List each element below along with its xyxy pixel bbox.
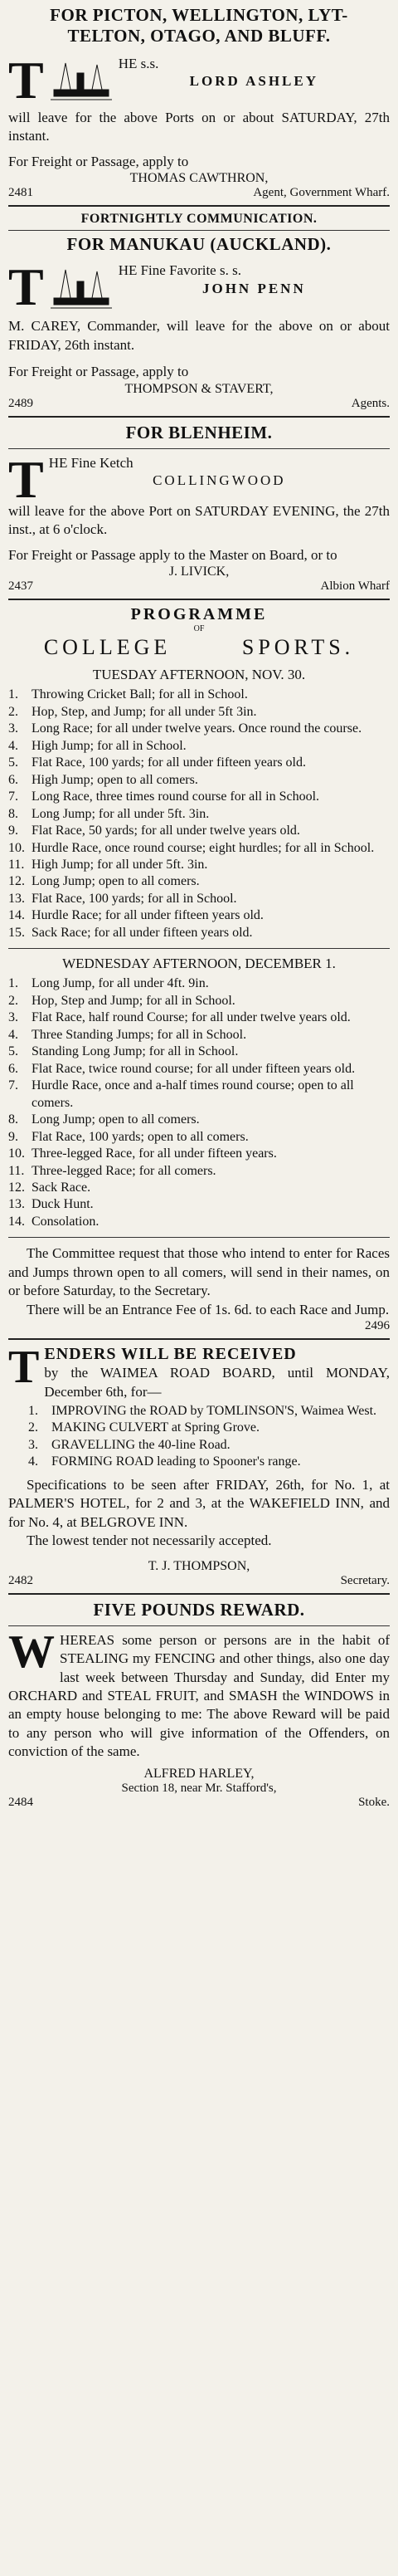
ad-body: will leave for the above Port on SATURDAY EVENING, the 27th inst., at 6 o'clock.	[8, 503, 390, 538]
list-item	[8, 789, 390, 805]
ad-number: 2489	[8, 396, 33, 410]
freight-text: For Freight or Passage, apply to	[8, 364, 189, 380]
drop-cap: T	[8, 51, 44, 110]
ad-subheading: FORTNIGHTLY COMMUNICATION.	[80, 212, 318, 227]
reward-body: HEREAS some person or persons are in the habit of STEALING my FENCING and other things, also one day last week between Thursday and Sunday, did Enter my ORCHARD and STEAL FRUIT, and SMASH the WINDOWS in an empty house belonging to me: The above Reward will be paid to any person who will give information of the Offenders, on conviction of the same.	[8, 1631, 390, 1760]
list-item	[8, 1214, 390, 1230]
item-text: High Jump; for all in School.	[32, 738, 187, 753]
item-number: 5.	[8, 1044, 18, 1059]
reward-heading: FIVE POUNDS REWARD.	[93, 1599, 305, 1620]
tenders-intro: by the WAIMEA ROAD BOARD, until MONDAY, December 6th, for—	[44, 1365, 390, 1400]
ss-label: HE s.s.	[118, 56, 159, 71]
entrance-fee-note: There will be an Entrance Fee of 1s. 6d. to each Race and Jump.	[27, 1301, 390, 1317]
item-number: 1.	[28, 1404, 38, 1419]
item-number: 2.	[28, 1420, 38, 1435]
list-item	[8, 704, 390, 721]
item-text: Flat Race, 50 yards; for all under twelve years old.	[32, 824, 300, 838]
item-text: Three-legged Race, for all under fifteen years.	[32, 1146, 277, 1161]
item-number: 15.	[8, 925, 25, 940]
item-text: Flat Race, 100 yards; for all in School.	[32, 891, 237, 906]
item-text: Three Standing Jumps; for all in School.	[32, 1027, 247, 1042]
item-text: Hurdle Race, once and a-half times round course; open to all comers.	[32, 1078, 354, 1110]
list-item	[8, 1061, 390, 1078]
divider	[8, 205, 390, 207]
divider	[8, 1237, 390, 1238]
college-sports-programme	[8, 605, 390, 1333]
newspaper-page	[8, 0, 390, 1810]
item-text: Flat Race, twice round course; for all under fifteen years old.	[32, 1061, 356, 1076]
item-text: Three-legged Race; for all comers.	[32, 1163, 216, 1178]
item-number: 14.	[8, 908, 25, 923]
item-text: Throwing Cricket Ball; for all in School.	[32, 687, 248, 702]
item-text: Consolation.	[32, 1214, 100, 1229]
item-text: Sack Race; for all under fifteen years old.	[32, 925, 253, 940]
steamship-icon	[49, 263, 114, 317]
item-text: Standing Long Jump; for all in School.	[32, 1044, 239, 1059]
list-item	[8, 755, 390, 771]
ad-heading: FOR PICTON, WELLINGTON, LYT-	[50, 5, 348, 25]
drop-cap: W	[8, 1625, 55, 1678]
list-item	[8, 687, 390, 703]
item-number: 1.	[8, 976, 18, 991]
ad-number: 2482	[8, 1573, 33, 1587]
agent-sign: Agent, Government Wharf.	[253, 186, 390, 200]
item-number: 11.	[8, 1163, 25, 1178]
ad-heading: TELTON, OTAGO, AND BLUFF.	[67, 26, 331, 46]
item-number: 11.	[8, 858, 25, 873]
item-text: Hurdle Race, once round course; eight hurdles; for all in School.	[32, 840, 375, 855]
specifications-text: Specifications to be seen after FRIDAY, 26th, for No. 1, at PALMER'S HOTEL, for 2 and 3, at the WAKEFIELD INN, and for No. 4, at BELGROVE INN.	[8, 1476, 390, 1530]
list-item	[8, 1027, 390, 1044]
item-number: 14.	[8, 1214, 25, 1229]
list-item	[8, 1129, 390, 1146]
agent-sign: Albion Wharf	[320, 579, 390, 594]
item-text: High Jump; open to all comers.	[32, 772, 198, 787]
tenders-heading: ENDERS WILL BE RECEIVED	[44, 1345, 297, 1364]
list-item	[8, 1009, 390, 1026]
item-number: 6.	[8, 1061, 18, 1076]
list-item	[8, 806, 390, 823]
item-text: GRAVELLING the 40-line Road.	[51, 1437, 231, 1452]
item-text: Hurdle Race; for all under fifteen years old.	[32, 908, 264, 923]
freight-text: For Freight or Passage apply to the Master on Board, or to	[8, 546, 337, 563]
item-number: 8.	[8, 1112, 18, 1127]
divider	[8, 416, 390, 418]
divider	[8, 1593, 390, 1595]
list-item	[8, 772, 390, 789]
list-item	[8, 907, 390, 924]
drop-cap: T	[8, 257, 44, 317]
list-item	[8, 975, 390, 992]
list-item	[8, 925, 390, 941]
list-item	[8, 1044, 390, 1060]
manukau-shipping-ad	[8, 212, 390, 410]
ship-name: LORD ASHLEY	[189, 73, 319, 90]
item-number: 3.	[8, 1010, 18, 1025]
item-number: 7.	[8, 1078, 18, 1093]
list-item	[8, 891, 390, 907]
item-number: 2.	[8, 704, 18, 719]
item-text: Long Jump; open to all comers.	[32, 874, 200, 889]
ad-body: M. CAREY, Commander, will leave for the above on or about FRIDAY, 26th instant.	[8, 318, 390, 353]
tender-items	[28, 1403, 390, 1471]
ad-number: 2481	[8, 186, 33, 200]
divider	[8, 448, 390, 449]
item-text: MAKING CULVERT at Spring Grove.	[51, 1420, 260, 1435]
ad-heading: FOR BLENHEIM.	[125, 422, 273, 442]
ad-number: 2484	[8, 1795, 33, 1809]
item-number: 4.	[8, 738, 18, 753]
list-item	[8, 857, 390, 873]
signatory: T. J. THOMPSON,	[148, 1558, 250, 1573]
ad-body: will leave for the above Ports on or about SATURDAY, 27th instant.	[8, 110, 390, 144]
agent-name: J. LIVICK,	[168, 565, 230, 579]
item-text: Flat Race, 100 yards; open to all comers.	[32, 1129, 249, 1144]
committee-note: The Committee request that those who intend to enter for Races and Jumps thrown open to all comers, will send in their names, on or before Saturday, to the Secretary.	[8, 1245, 390, 1299]
ad-number: 2496	[365, 1319, 390, 1333]
item-text: Hop, Step and Jump; for all in School.	[32, 993, 235, 1008]
item-number: 7.	[8, 789, 18, 804]
item-number: 2.	[8, 993, 18, 1008]
signatory-place: Stoke.	[358, 1795, 390, 1809]
tuesday-heading: TUESDAY AFTERNOON, NOV. 30.	[92, 667, 306, 683]
list-item	[8, 1196, 390, 1213]
tuesday-events	[8, 687, 390, 941]
list-item	[8, 1078, 390, 1112]
item-number: 10.	[8, 840, 25, 855]
picton-shipping-ad	[8, 5, 390, 200]
item-number: 8.	[8, 806, 18, 821]
item-text: Long Race; for all under twelve years. Once round the course.	[32, 721, 362, 736]
ship-name: COLLINGWOOD	[153, 472, 286, 489]
college-heading: COLLEGE	[43, 635, 172, 660]
item-text: Long Jump, for all under 4ft. 9in.	[32, 976, 209, 991]
blenheim-shipping-ad	[8, 423, 390, 594]
list-item	[8, 738, 390, 755]
ship-name: JOHN PENN	[201, 280, 306, 296]
tenders-ad	[8, 1342, 390, 1588]
list-item	[8, 1112, 390, 1128]
list-item	[8, 840, 390, 857]
divider	[8, 948, 390, 949]
item-number: 5.	[8, 755, 18, 770]
programme-title: PROGRAMME	[130, 605, 268, 624]
item-number: 1.	[8, 687, 18, 702]
item-text: High Jump; for all under 5ft. 3in.	[32, 858, 208, 873]
divider	[8, 1338, 390, 1340]
item-number: 13.	[8, 1197, 25, 1212]
list-item	[28, 1403, 390, 1420]
item-number: 6.	[8, 772, 18, 787]
item-number: 10.	[8, 1146, 25, 1161]
list-item	[8, 993, 390, 1009]
signatory-address: Section 18, near Mr. Stafford's,	[121, 1781, 277, 1795]
list-item	[28, 1420, 390, 1436]
reward-ad	[8, 1600, 390, 1810]
item-number: 9.	[8, 824, 18, 838]
item-text: Flat Race, 100 yards; for all under fifteen years old.	[32, 755, 306, 770]
item-text: Flat Race, half round Course; for all under twelve years old.	[32, 1010, 351, 1025]
agent-name: THOMPSON & STAVERT,	[124, 381, 274, 396]
freight-text: For Freight or Passage, apply to	[8, 153, 189, 169]
ad-heading: FOR MANUKAU (AUCKLAND).	[66, 234, 332, 255]
item-text: Long Jump; for all under 5ft. 3in.	[32, 806, 210, 821]
divider	[8, 1625, 390, 1626]
list-item	[28, 1437, 390, 1454]
list-item	[8, 1180, 390, 1196]
list-item	[8, 1146, 390, 1162]
agent-sign: Agents.	[351, 396, 390, 410]
item-number: 4.	[28, 1454, 38, 1469]
list-item	[28, 1454, 390, 1470]
agent-name: THOMAS CAWTHRON,	[129, 171, 269, 186]
steamship-icon	[49, 56, 114, 109]
item-text: FORMING ROAD leading to Spooner's range.	[51, 1454, 301, 1469]
item-text: IMPROVING the ROAD by TOMLINSON'S, Waimea West.	[51, 1404, 377, 1419]
list-item	[8, 873, 390, 890]
item-text: Duck Hunt.	[32, 1197, 94, 1212]
item-number: 3.	[28, 1437, 38, 1452]
item-number: 12.	[8, 874, 25, 889]
item-number: 3.	[8, 721, 18, 736]
ad-intro: HE Fine Favorite s. s.	[118, 262, 241, 279]
divider	[8, 230, 390, 231]
item-number: 9.	[8, 1129, 18, 1144]
list-item	[8, 721, 390, 737]
item-number: 4.	[8, 1027, 18, 1042]
item-text: Hop, Step, and Jump; for all under 5ft 3in.	[32, 704, 257, 719]
item-text: Sack Race.	[32, 1180, 91, 1195]
item-number: 12.	[8, 1180, 25, 1195]
wednesday-heading: WEDNESDAY AFTERNOON, DECEMBER 1.	[62, 956, 336, 972]
drop-cap: T	[8, 1342, 40, 1394]
item-text: Long Race, three times round course for all in School.	[32, 789, 320, 804]
list-item	[8, 823, 390, 839]
wednesday-events	[8, 975, 390, 1230]
of-label: OF	[193, 624, 205, 634]
ad-number: 2437	[8, 579, 33, 594]
signatory: ALFRED HARLEY,	[143, 1766, 255, 1781]
item-number: 13.	[8, 891, 25, 906]
signatory-title: Secretary.	[340, 1573, 390, 1587]
list-item	[8, 1163, 390, 1180]
drop-cap: T	[8, 449, 44, 509]
sports-heading: SPORTS.	[241, 635, 355, 660]
item-text: Long Jump; open to all comers.	[32, 1112, 200, 1127]
divider	[8, 599, 390, 600]
ad-intro: HE Fine Ketch	[48, 454, 133, 471]
lowest-tender-text: The lowest tender not necessarily accepted.	[27, 1532, 272, 1549]
